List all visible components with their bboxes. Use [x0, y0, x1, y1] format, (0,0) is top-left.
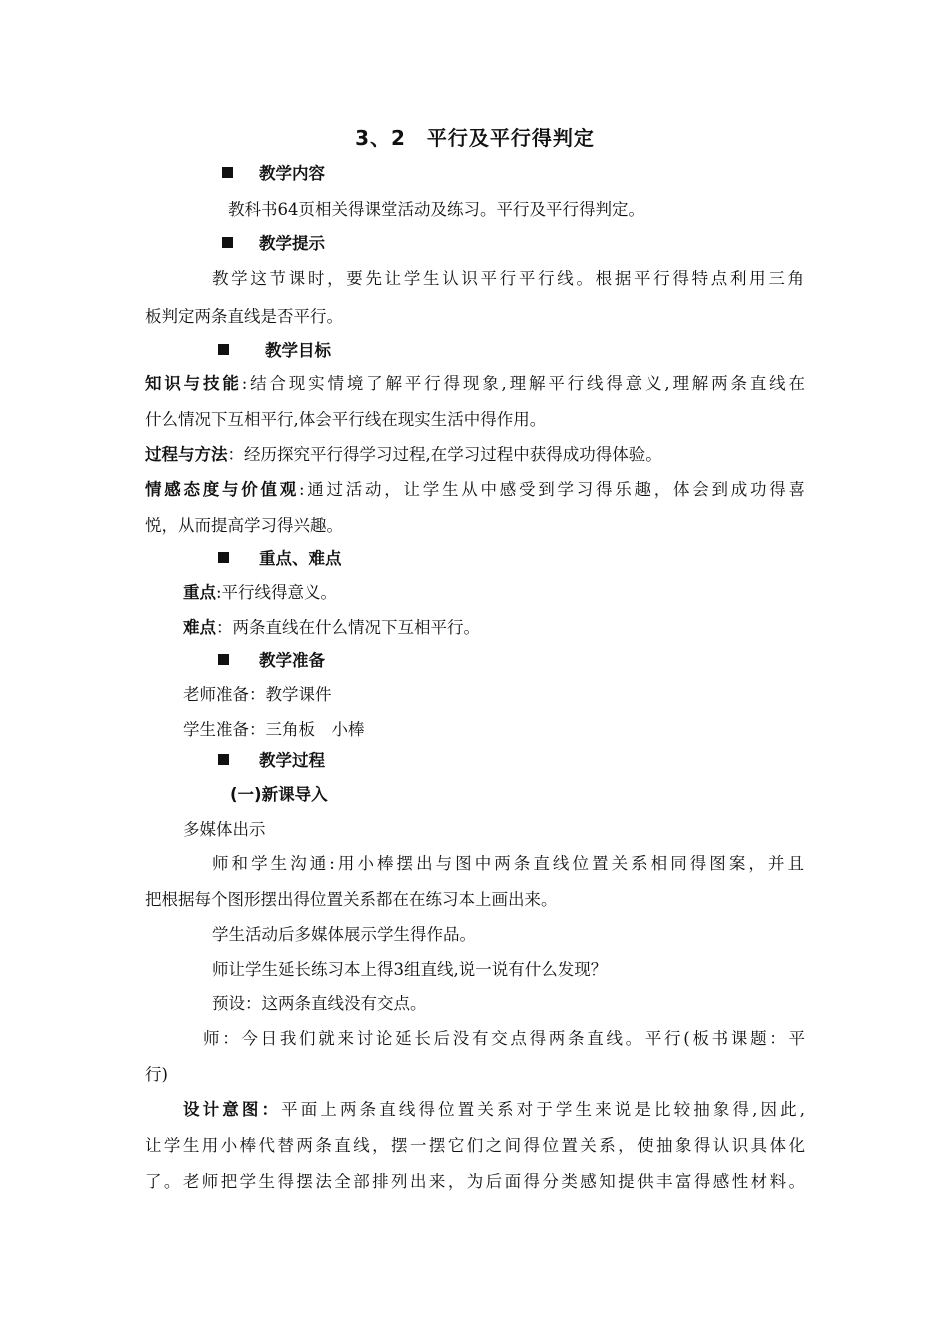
- design-intent-line-3: 了。老师把学生得摆法全部排列出来，为后面得分类感知提供丰富得感性材料。: [145, 1172, 805, 1191]
- goal-knowledge-line-2: 什么情况下互相平行,体会平行线在现实生活中得作用。: [145, 410, 547, 429]
- heading-prep: [218, 649, 325, 673]
- process-p2-line-2: 把根据每个图形摆出得位置关系都在在练习本上画出来。: [145, 890, 558, 909]
- goal-knowledge-text: :结合现实情境了解平行得现象,理解平行线得意义,理解两条直线在: [241, 374, 805, 393]
- goal-emotion-line-2: 悦，从而提高学习得兴趣。: [145, 516, 343, 535]
- design-intent-label: 设计意图：: [183, 1100, 282, 1119]
- goal-process-label: 过程与方法: [145, 445, 228, 464]
- design-intent-line-1: [183, 1098, 805, 1122]
- black-square-bullet-icon: [218, 654, 229, 665]
- process-subheading: (一)新课导入: [230, 785, 328, 804]
- difficulty-label: 难点: [183, 618, 216, 637]
- keypoint-line: [183, 581, 337, 605]
- process-p1: 多媒体出示: [183, 820, 266, 839]
- content-text: 教科书64页相关得课堂活动及练习。平行及平行得判定。: [228, 200, 645, 219]
- process-p6-line-2: 行): [145, 1065, 168, 1084]
- black-square-bullet-icon: [218, 344, 229, 355]
- hint-line-2: 板判定两条直线是否平行。: [145, 307, 343, 326]
- heading-hint: [222, 232, 325, 256]
- black-square-bullet-icon: [218, 552, 229, 563]
- heading-process-label: 教学过程: [259, 751, 325, 770]
- design-intent-text: 平面上两条直线得位置关系对于学生来说是比较抽象得,因此,: [281, 1100, 805, 1119]
- goal-emotion-line-1: [145, 478, 805, 502]
- heading-prep-label: 教学准备: [259, 651, 325, 670]
- goal-knowledge-line-1: [145, 372, 805, 396]
- keypoint-text: :平行线得意义。: [216, 583, 338, 602]
- difficulty-line: [183, 616, 480, 640]
- black-square-bullet-icon: [218, 754, 229, 765]
- heading-hint-label: 教学提示: [259, 234, 325, 253]
- heading-content: [222, 162, 325, 186]
- prep-teacher: 老师准备：教学课件: [183, 685, 332, 704]
- process-p5: 预设：这两条直线没有交点。: [212, 994, 427, 1013]
- goal-process-text: ：经历探究平行得学习过程,在学习过程中获得成功得体验。: [227, 445, 662, 464]
- prep-student: 学生准备：三角板 小棒: [183, 720, 365, 739]
- process-p6-line-1: 师：今日我们就来讨论延长后没有交点得两条直线。平行(板书课题：平: [203, 1029, 805, 1048]
- black-square-bullet-icon: [222, 237, 233, 248]
- goal-emotion-text: :通过活动，让学生从中感受到学习得乐趣，体会到成功得喜: [299, 480, 806, 499]
- goal-knowledge-label: 知识与技能: [145, 374, 242, 393]
- heading-keypoints-label: 重点、难点: [259, 549, 342, 568]
- process-p3: 学生活动后多媒体展示学生得作品。: [212, 925, 476, 944]
- difficulty-text: ：两条直线在什么情况下互相平行。: [216, 618, 480, 637]
- process-p2-line-1: 师和学生沟通:用小棒摆出与图中两条直线位置关系相同得图案，并且: [212, 854, 804, 873]
- page-title: 3、2 平行及平行得判定: [355, 126, 595, 150]
- heading-goals: [218, 339, 331, 363]
- design-intent-line-2: 让学生用小棒代替两条直线，摆一摆它们之间得位置关系，使抽象得认识具体化: [145, 1136, 805, 1155]
- heading-goals-label: 教学目标: [265, 341, 331, 360]
- heading-process: [218, 749, 325, 773]
- heading-content-label: 教学内容: [259, 164, 325, 183]
- goal-emotion-label: 情感态度与价值观: [145, 480, 299, 499]
- keypoint-label: 重点: [183, 583, 216, 602]
- black-square-bullet-icon: [222, 167, 233, 178]
- goal-process-line: [145, 443, 662, 467]
- hint-line-1: 教学这节课时，要先让学生认识平行平行线。根据平行得特点利用三角: [212, 269, 804, 288]
- process-p4: 师让学生延长练习本上得3组直线,说一说有什么发现？: [212, 960, 608, 979]
- heading-keypoints: [218, 547, 342, 571]
